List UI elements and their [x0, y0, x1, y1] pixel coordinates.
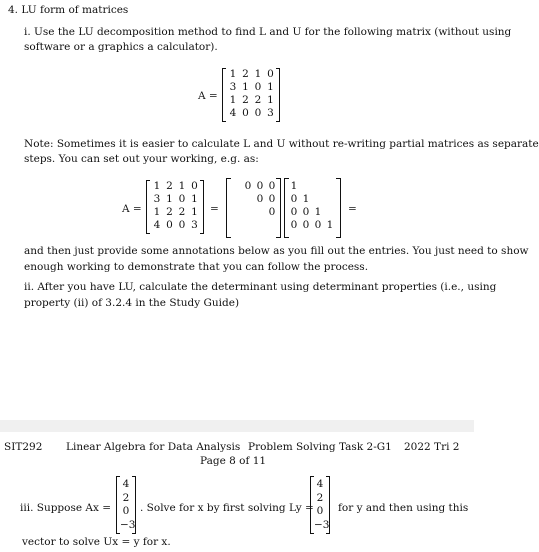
l-entry: 1 [326, 219, 334, 231]
matrix-cell: 3 [153, 193, 161, 205]
matrix-cell: 0 [178, 193, 186, 205]
part-i-line2: software or a graphics a calculator). [24, 41, 218, 53]
matrix-cell: 1 [166, 193, 173, 205]
l-entry: 1 [302, 193, 310, 205]
matrix-cell: 0 [254, 107, 262, 119]
footer-course: Linear Algebra for Data Analysis [66, 441, 241, 453]
eq-sign-1: = [210, 203, 219, 215]
vector-entry: 4 [122, 478, 130, 490]
matrix-cell: 2 [178, 206, 186, 218]
vector-b-2 [310, 476, 330, 534]
matrix-cell: 1 [191, 206, 198, 218]
matrix-cell: 0 [191, 180, 198, 192]
u-entry: 0 [268, 206, 276, 218]
footer-page: Page 8 of 11 [200, 455, 267, 467]
vector-entry: 2 [122, 491, 130, 504]
matrix-cell: 0 [254, 81, 262, 93]
matrix-cell: 1 [229, 68, 237, 80]
matrix-cell: 3 [229, 81, 237, 93]
note-line1: Note: Sometimes it is easier to calculate L and U without re-writing partial matrices as separate [24, 138, 539, 150]
matrix-cell: 1 [229, 94, 237, 106]
l-entry: 0 [290, 219, 298, 231]
part-iii-mid: . Solve for x by first solving Ly = [140, 502, 314, 514]
note-line2: steps. You can set out your working, e.g. as: [24, 153, 259, 165]
page-break-band [0, 420, 474, 432]
l-entry: 1 [314, 206, 322, 218]
partial-u [226, 180, 280, 234]
vector-entry: −3 [314, 518, 330, 531]
part-iii-pre: iii. Suppose Ax = [20, 502, 112, 514]
footer-term: 2022 Tri 2 [404, 441, 460, 453]
eq-sign-2: = [348, 203, 357, 215]
vector-entry: 2 [316, 491, 324, 504]
matrix-cell: 2 [166, 180, 173, 192]
part-i-line1: i. Use the LU decomposition method to find L and U for the following matrix (without using [24, 26, 512, 38]
vector-entry: 0 [122, 505, 130, 517]
part-iii-line2: vector to solve Ux = y for x. [22, 536, 171, 548]
part-iii-post: for y and then using this [338, 502, 469, 514]
vector-entry: 4 [316, 478, 324, 490]
matrix-cell: 1 [254, 68, 262, 80]
footer-unit: SIT292 [4, 441, 43, 453]
matrix-a-label: A = [198, 90, 218, 102]
after-line1: and then just provide some annotations below as you fill out the entries. You just need to show [24, 245, 529, 257]
part-ii-line1: ii. After you have LU, calculate the determinant using determinant properties (i.e., using [24, 281, 497, 293]
matrix-cell: 3 [267, 107, 274, 119]
matrix-cell: 2 [254, 94, 262, 106]
matrix-cell: 1 [242, 81, 249, 93]
l-entry: 0 [290, 193, 298, 205]
l-entry: 0 [290, 206, 298, 218]
after-line2: enough working to demonstrate that you can follow the process. [24, 261, 369, 273]
u-entry: 0 [256, 180, 264, 192]
matrix-cell: 0 [178, 219, 186, 231]
matrix-cell: 1 [267, 94, 274, 106]
matrix-cell: 4 [229, 107, 237, 119]
matrix-cell: 2 [166, 206, 173, 218]
l-entry: 1 [290, 180, 298, 192]
u-entry: 0 [268, 193, 276, 205]
matrix-cell: 4 [153, 219, 161, 231]
matrix-a-copy [146, 180, 204, 234]
u-entry: 0 [256, 193, 264, 205]
matrix-a [222, 68, 280, 122]
vector-entry: −3 [120, 518, 136, 531]
matrix-cell: 0 [242, 107, 249, 119]
partial-l [284, 180, 340, 234]
matrix-cell: 0 [267, 68, 274, 80]
l-entry: 0 [302, 206, 310, 218]
matrix-cell: 3 [191, 219, 198, 231]
matrix-cell: 2 [242, 68, 249, 80]
l-entry: 0 [314, 219, 322, 231]
l-entry: 0 [302, 219, 310, 231]
u-entry: 0 [244, 180, 252, 192]
eq-a-label: A = [122, 203, 142, 215]
matrix-cell: 1 [267, 81, 274, 93]
footer-task: Problem Solving Task 2-G1 [248, 441, 392, 453]
part-ii-line2: property (ii) of 3.2.4 in the Study Guide) [24, 297, 240, 309]
matrix-cell: 1 [178, 180, 186, 192]
matrix-cell: 0 [166, 219, 173, 231]
section-heading: 4. LU form of matrices [8, 4, 129, 16]
vector-entry: 0 [316, 505, 324, 517]
vector-b-1 [116, 476, 136, 534]
u-entry: 0 [268, 180, 276, 192]
matrix-cell: 1 [153, 206, 161, 218]
matrix-cell: 1 [153, 180, 161, 192]
matrix-cell: 1 [191, 193, 198, 205]
matrix-cell: 2 [242, 94, 249, 106]
